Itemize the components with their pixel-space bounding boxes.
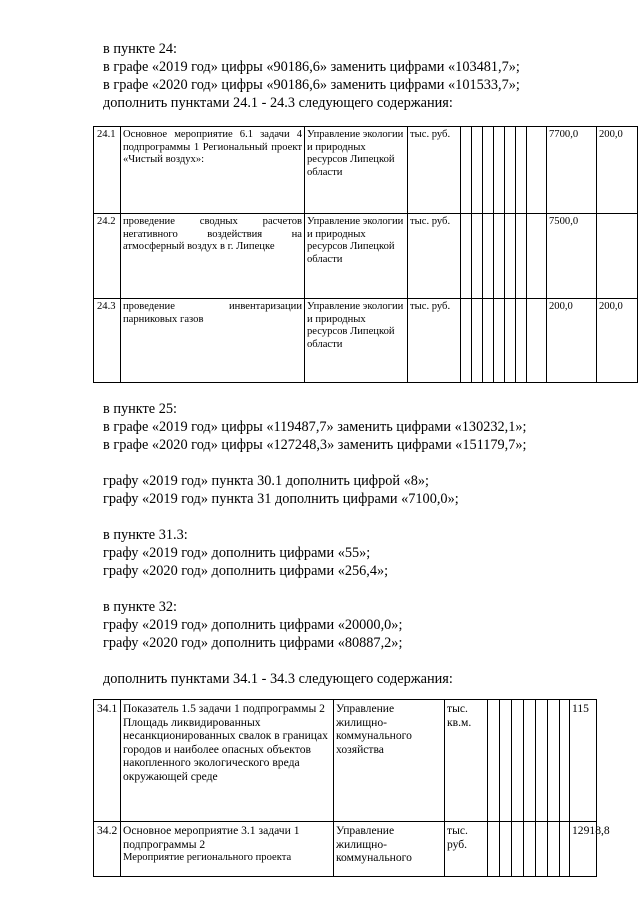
- row-unit: тыс. руб.: [445, 822, 488, 877]
- table-row: [94, 822, 597, 877]
- empty-cell: [483, 127, 494, 214]
- row-name: проведение сводных расчетов негативного воздействия на атмосферный воздух в г. Липецке: [121, 214, 305, 299]
- row-value-2019: 7500,0: [547, 214, 597, 299]
- row-number: 34.1: [94, 700, 121, 822]
- blank-line: [103, 454, 527, 472]
- empty-cell: [483, 299, 494, 383]
- text-line: в пункте 31.3:: [103, 527, 188, 543]
- row-unit: тыс. руб.: [408, 127, 461, 214]
- table-row: [94, 700, 597, 822]
- empty-cell: [472, 127, 483, 214]
- empty-cell: [461, 127, 472, 214]
- row-number: 34.2: [94, 822, 121, 877]
- text-line: графу «2019 год» дополнить цифрами «55»;: [103, 545, 371, 561]
- empty-cell: [488, 822, 500, 877]
- text-line: графу «2019 год» пункта 30.1 дополнить цифрой «8»;: [103, 473, 430, 489]
- empty-cell: [536, 822, 548, 877]
- blank-line: [103, 652, 527, 670]
- empty-cell: [536, 700, 548, 822]
- empty-cell: [472, 214, 483, 299]
- empty-cell: [472, 299, 483, 383]
- empty-cell: [524, 700, 536, 822]
- empty-cell: [505, 299, 516, 383]
- empty-cell: [483, 214, 494, 299]
- row-name: Основное мероприятие 3.1 задачи 1 подпрограммы 2: [123, 824, 300, 851]
- row-number: 24.1: [94, 127, 121, 214]
- text-line: дополнить пунктами 24.1 - 24.3 следующего содержания:: [103, 95, 453, 111]
- empty-cell: [516, 299, 527, 383]
- row-value-2020: [597, 214, 638, 299]
- text-line: в пункте 25:: [103, 401, 177, 417]
- empty-cell: [516, 214, 527, 299]
- text-line: в пункте 32:: [103, 599, 177, 615]
- blank-line: [103, 508, 527, 526]
- row-name: проведение инвентаризации парниковых газов: [121, 299, 305, 383]
- row-name-continued: Мероприятие регионального проекта: [123, 852, 292, 863]
- empty-cell: [500, 700, 512, 822]
- empty-cell: [548, 700, 560, 822]
- row-value-2020: 200,0: [597, 127, 638, 214]
- text-line: графу «2019 год» дополнить цифрами «20000,0»;: [103, 617, 403, 633]
- empty-cell: [527, 299, 547, 383]
- text-line: графу «2020 год» дополнить цифрами «256,4»;: [103, 563, 389, 579]
- text-line: в пункте 24:: [103, 41, 177, 57]
- row-name: Основное мероприятие 6.1 задачи 4 подпрограммы 1 Региональный проект «Чистый воздух»:: [121, 127, 305, 214]
- empty-cell: [461, 214, 472, 299]
- row-unit: тыс. руб.: [408, 214, 461, 299]
- row-organization: Управление экологии и природных ресурсов Липецкой области: [305, 299, 408, 383]
- row-value: 115: [570, 700, 597, 822]
- empty-cell: [488, 700, 500, 822]
- row-value: 12918,8: [570, 822, 597, 877]
- empty-cell: [494, 299, 505, 383]
- text-line: в графе «2020 год» цифры «90186,6» заменить цифрами «101533,7»;: [103, 77, 520, 93]
- row-organization: Управление экологии и природных ресурсов Липецкой области: [305, 127, 408, 214]
- row-organization: Управление жилищно-коммунального: [334, 822, 445, 877]
- row-unit: тыс. кв.м.: [445, 700, 488, 822]
- empty-cell: [494, 127, 505, 214]
- row-organization: Управление жилищно-коммунального хозяйства: [334, 700, 445, 822]
- empty-cell: [516, 127, 527, 214]
- row-number: 24.2: [94, 214, 121, 299]
- table-items-24: [93, 126, 638, 383]
- empty-cell: [524, 822, 536, 877]
- row-number: 24.3: [94, 299, 121, 383]
- text-line: в графе «2019 год» цифры «90186,6» заменить цифрами «103481,7»;: [103, 59, 520, 75]
- row-unit: тыс. руб.: [408, 299, 461, 383]
- empty-cell: [560, 822, 570, 877]
- text-line: дополнить пунктами 34.1 - 34.3 следующего содержания:: [103, 671, 453, 687]
- text-line: в графе «2020 год» цифры «127248,3» заменить цифрами «151179,7»;: [103, 437, 527, 453]
- empty-cell: [461, 299, 472, 383]
- amendment-paragraphs-25-32: [103, 400, 527, 688]
- row-value-2019: 7700,0: [547, 127, 597, 214]
- empty-cell: [512, 822, 524, 877]
- empty-cell: [512, 700, 524, 822]
- row-name-cell: [121, 822, 334, 877]
- table-items-34: [93, 699, 610, 877]
- row-value-2020: 200,0: [597, 299, 638, 383]
- empty-cell: [505, 127, 516, 214]
- amendment-paragraph-24: [103, 40, 520, 112]
- table-row: [94, 214, 638, 299]
- empty-cell: [494, 214, 505, 299]
- empty-cell: [548, 822, 560, 877]
- empty-cell: [505, 214, 516, 299]
- empty-cell: [527, 214, 547, 299]
- empty-cell: [560, 700, 570, 822]
- table-row: [94, 299, 638, 383]
- table-row: [94, 127, 638, 214]
- row-organization: Управление экологии и природных ресурсов Липецкой области: [305, 214, 408, 299]
- text-line: графу «2020 год» дополнить цифрами «80887,2»;: [103, 635, 403, 651]
- row-name: Показатель 1.5 задачи 1 подпрограммы 2 Площадь ликвидированных несанкционированных свалок в границах городов и наиболее опасных объектов накопленного экологического вреда окружающей среде: [121, 700, 334, 822]
- text-line: в графе «2019 год» цифры «119487,7» заменить цифрами «130232,1»;: [103, 419, 527, 435]
- blank-line: [103, 580, 527, 598]
- empty-cell: [527, 127, 547, 214]
- empty-cell: [500, 822, 512, 877]
- text-line: графу «2019 год» пункта 31 дополнить цифрами «7100,0»;: [103, 491, 459, 507]
- row-value-2019: 200,0: [547, 299, 597, 383]
